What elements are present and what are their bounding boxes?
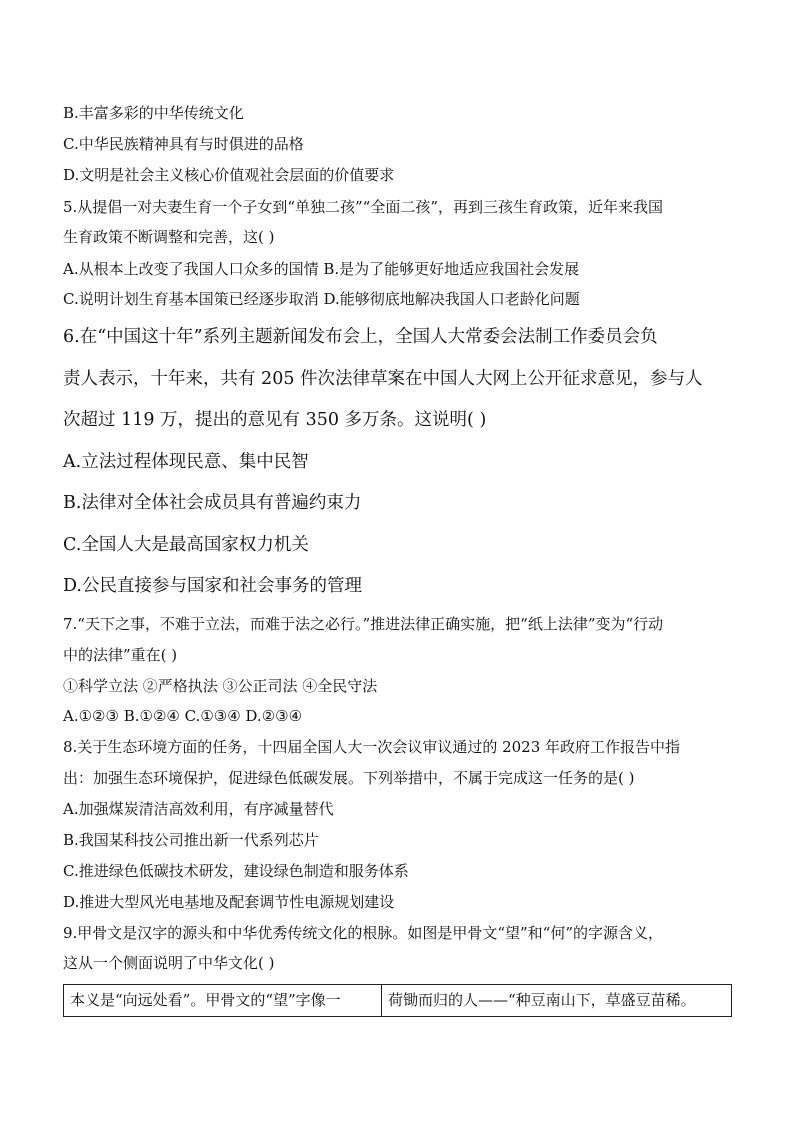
q4-option-c: C.中华民族精神具有与时俱进的品格 (63, 135, 304, 153)
q5-stem-line-2: 生育政策不断调整和完善，这( ) (63, 228, 275, 246)
q4-option-d: D.文明是社会主义核心价值观社会层面的价值要求 (63, 166, 395, 184)
q6-option-d: D.公民直接参与国家和社会事务的管理 (63, 576, 362, 596)
q6-stem-line-2: 责人表示，十年来，共有 205 件次法律草案在中国人大网上公开征求意见，参与人 (63, 369, 703, 389)
q8-option-a: A.加强煤炭清洁高效利用，有序减量替代 (63, 800, 334, 818)
q8-option-b: B.我国某科技公司推出新一代系列芯片 (63, 831, 319, 849)
q5-options-ab: A.从根本上改变了我国人口众多的国情 B.是为了能够更好地适应我国社会发展 (63, 260, 580, 278)
q6-stem-line-3: 次超过 119 万，提出的意见有 350 多万条。这说明( ) (63, 410, 487, 430)
q7-options: A.①②③ B.①②④ C.①③④ D.②③④ (63, 707, 303, 725)
q9-table-cell-he: 荷锄而归的人——“种豆南山下，草盛豆苗稀。 (388, 991, 696, 1009)
q4-option-b: B.丰富多彩的中华传统文化 (63, 104, 244, 122)
q7-stem-line-2: 中的法律”重在( ) (63, 646, 178, 664)
q8-option-c: C.推进绿色低碳技术研发，建设绿色制造和服务体系 (63, 862, 409, 880)
q9-stem-line-1: 9.甲骨文是汉字的源头和中华优秀传统文化的根脉。如图是甲骨文“望”和“何”的字源含义， (63, 924, 663, 942)
q8-stem-line-1: 8.关于生态环境方面的任务，十四届全国人大一次会议审议通过的 2023 年政府工作报告中指 (63, 738, 681, 756)
q6-option-b: B.法律对全体社会成员具有普遍约束力 (63, 493, 362, 513)
q7-statements: ①科学立法 ②严格执法 ③公正司法 ④全民守法 (63, 677, 378, 695)
q6-option-c: C.全国人大是最高国家权力机关 (63, 535, 309, 555)
q6-option-a: A.立法过程体现民意、集中民智 (63, 452, 309, 472)
q9-stem-line-2: 这从一个侧面说明了中华文化( ) (63, 954, 275, 972)
q5-stem-line-1: 5.从提倡一对夫妻生育一个子女到“单独二孩”“全面二孩”，再到三孩生育政策，近年来我国 (63, 198, 663, 216)
q9-source-table (63, 984, 732, 1017)
q8-option-d: D.推进大型风光电基地及配套调节性电源规划建设 (63, 893, 395, 911)
q7-stem-line-1: 7.“天下之事，不难于立法，而难于法之必行。”推进法律正确实施，把“纸上法律”变为“行动 (63, 615, 664, 633)
q8-stem-line-2: 出：加强生态环境保护，促进绿色低碳发展。下列举措中，不属于完成这一任务的是( ) (63, 769, 635, 787)
q9-table-cell-wang: 本义是“向远处看”。甲骨文的“望”字像一 (64, 985, 382, 1016)
q6-stem-line-1: 6.在“中国这十年”系列主题新闻发布会上，全国人大常委会法制工作委员会负 (63, 327, 658, 347)
q5-options-cd: C.说明计划生育基本国策已经逐步取消 D.能够彻底地解决我国人口老龄化问题 (63, 290, 580, 308)
